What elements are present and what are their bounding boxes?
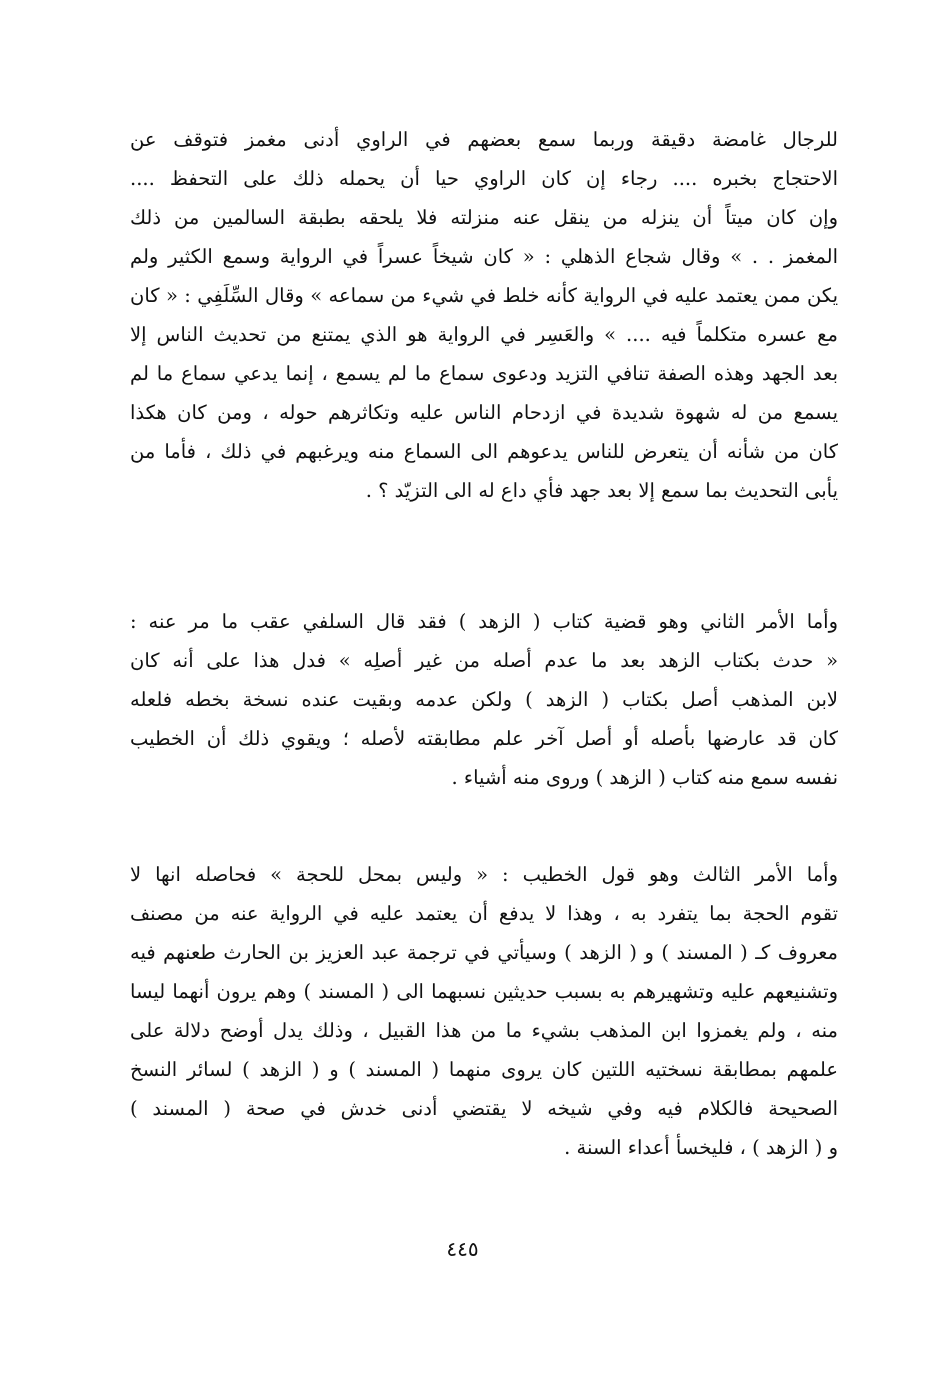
text-line: مع عسره متكلماً فيه .... » والعَسِر في الرواية هو الذي يمتنع من تحديث الناس إلا: [130, 323, 838, 346]
text-line: علمهم بمطابقة نسختيه اللتين كان يروى منهما ( المسند ) و ( الزهد ) لسائر النسخ: [130, 1058, 838, 1081]
paragraph-1: [130, 120, 838, 510]
text-line: لابن المذهب أصل بكتاب ( الزهد ) ولكن عدمه وبقيت عنده نسخة بخطه فلعله: [130, 688, 838, 711]
text-line: كان من شأنه أن يتعرض للناس يدعوهم الى السماع منه ويرغبهم في ذلك ، فأما من: [130, 440, 838, 463]
page-number: ٤٤٥: [446, 1237, 479, 1261]
text-line: المغمز . . » وقال شجاع الذهلي : « كان شيخاً عسراً في الرواية وسمع الكثير ولم: [130, 245, 838, 268]
paragraph-2: [130, 602, 838, 797]
text-line: وأما الأمر الثاني وهو قضية كتاب ( الزهد ) فقد قال السلفي عقب ما مر عنه :: [130, 610, 838, 633]
paragraph-3: [130, 855, 838, 1167]
text-line: للرجال غامضة دقيقة وربما سمع بعضهم في الراوي أدنى مغمز فتوقف عن: [130, 128, 838, 151]
text-line: كان قد عارضها بأصله أو أصل آخر علم مطابقته لأصله ؛ ويقوي ذلك أن الخطيب: [130, 727, 838, 750]
text-line: يأبى التحديث بما سمع إلا بعد جهد فأي داع له الى التزيّد ؟ .: [365, 479, 838, 502]
text-line: تقوم الحجة بما يتفرد به ، وهذا لا يدفع أن يعتمد عليه في الرواية عنه من مصنف: [130, 902, 838, 925]
text-line: يكن ممن يعتمد عليه في الرواية كأنه خلط في شيء من سماعه » وقال السِّلَفِي : « كان: [130, 284, 838, 307]
text-line: يسمع من له شهوة شديدة في ازدحام الناس عليه وتكاثرهم حوله ، ومن كان هكذا: [130, 401, 838, 424]
text-line: وإن كان ميتاً أن ينزله من ينقل عنه منزلته فلا يلحقه بطبقة السالمين من ذلك: [130, 206, 838, 229]
text-line: معروف كـ ( المسند ) و ( الزهد ) وسيأتي في ترجمة عبد العزيز بن الحارث طعنهم فيه: [130, 941, 838, 964]
text-line: « حدث بكتاب الزهد بعد ما عدم أصله من غير أصلِه » فدل هذا على أنه كان: [130, 649, 838, 672]
text-line: و ( الزهد ) ، فليخسأ أعداء السنة .: [564, 1136, 838, 1159]
text-line: وأما الأمر الثالث وهو قول الخطيب : « وليس بمحل للحجة » فحاصله انها لا: [130, 863, 838, 886]
text-line: بعد الجهد وهذه الصفة تنافي التزيد ودعوى سماع ما لم يسمع ، إنما يدعي سماع ما لم: [130, 362, 838, 385]
text-line: وتشنيعهم عليه وتشهيرهم به بسبب حديثين نسبهما الى ( المسند ) وهم يرون أنهما ليسا: [130, 980, 838, 1003]
text-line: منه ، ولم يغمزوا ابن المذهب بشيء ما من هذا القبيل ، وذلك يدل أوضح دلالة على: [130, 1019, 838, 1042]
text-line: الصحيحة فالكلام فيه وفي شيخه لا يقتضي أدنى خدش في صحة ( المسند ): [130, 1097, 838, 1120]
text-line: الاحتجاج بخبره .... رجاء إن كان الراوي حيا أن يحمله ذلك على التحفظ ....: [130, 167, 838, 190]
text-line: نفسه سمع منه كتاب ( الزهد ) وروى منه أشياء .: [451, 766, 838, 789]
